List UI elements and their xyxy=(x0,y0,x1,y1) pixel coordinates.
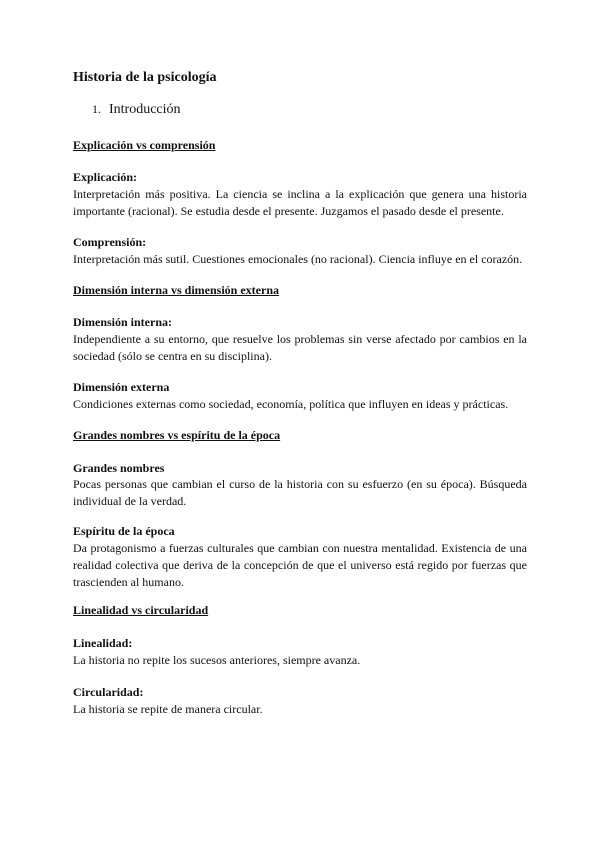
entry-text: Interpretación más sutil. Cuestiones emocionales (no racional). Ciencia influye en el corazón. xyxy=(73,252,523,266)
document-title: Historia de la psicología xyxy=(73,70,217,85)
entry-text: La historia se repite de manera circular. xyxy=(73,702,263,716)
entry-subheading: Linealidad: xyxy=(73,636,133,650)
entry-text: Independiente a su entorno, que resuelve los problemas sin verse afectado por cambios en la sociedad (sólo se centra en su disciplina). xyxy=(73,332,527,363)
section-heading: Explicación vs comprensión xyxy=(73,138,216,152)
entry-subheading: Circularidad: xyxy=(73,685,144,699)
entry-subheading: Espíritu de la época xyxy=(73,524,175,538)
numbered-list-item xyxy=(92,102,181,118)
list-number: 1. xyxy=(92,102,101,116)
list-label: Introducción xyxy=(109,102,181,117)
entry-text: La historia no repite los sucesos anteriores, siempre avanza. xyxy=(73,653,361,667)
entry-text: Pocas personas que cambian el curso de la historia con su esfuerzo (en su época). Búsqueda individual de la verdad. xyxy=(73,477,527,508)
entry-subheading: Grandes nombres xyxy=(73,461,165,475)
section-heading: Dimensión interna vs dimensión externa xyxy=(73,283,280,297)
entry-text: Condiciones externas como sociedad, economía, política que influyen en ideas y prácticas. xyxy=(73,397,509,411)
entry-subheading: Dimensión externa xyxy=(73,380,170,394)
section-heading: Linealidad vs circularidad xyxy=(73,603,209,617)
section-heading: Grandes nombres vs espíritu de la época xyxy=(73,428,281,442)
entry-subheading: Explicación: xyxy=(73,170,138,184)
entry-text: Da protagonismo a fuerzas culturales que cambian con nuestra mentalidad. Existencia de una realidad colectiva que deriva de la concepción de que el universo está regido por fuerzas que trascienden al humano. xyxy=(73,541,527,589)
entry-text: Interpretación más positiva. La ciencia se inclina a la explicación que genera una historia importante (racional). Se estudia desde el presente. Juzgamos el pasado desde el presente. xyxy=(73,187,527,218)
entry-subheading: Dimensión interna: xyxy=(73,315,172,329)
entry-subheading: Comprensión: xyxy=(73,235,147,249)
